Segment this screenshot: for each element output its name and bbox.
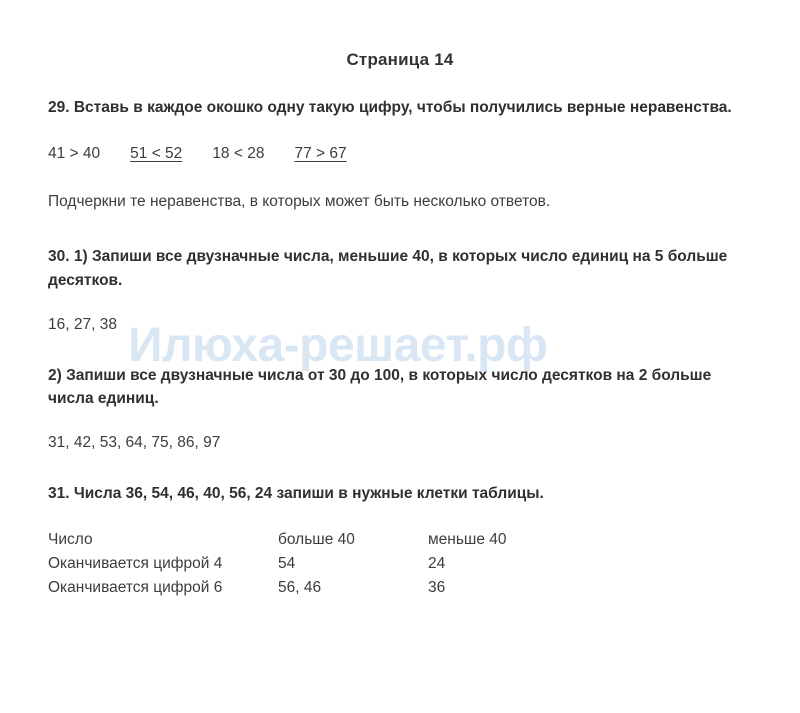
table-header-row (48, 528, 578, 552)
table-cell-more: 54 (278, 554, 296, 572)
task-29-note: Подчеркни те неравенства, в которых может быть несколько ответов. (48, 193, 551, 211)
table-row-label: Оканчивается цифрой 6 (48, 578, 223, 596)
inequality-1: 41 > 40 (48, 145, 101, 163)
task-29-inequalities (48, 145, 752, 163)
inequality-3: 18 < 28 (212, 145, 265, 163)
task-30 (48, 245, 752, 452)
task-31-prompt: 31. Числа 36, 54, 46, 40, 56, 24 запиши в нужные клетки таблицы. (48, 485, 544, 503)
table-row (48, 576, 578, 600)
table-cell-less: 24 (428, 554, 446, 572)
task-29-prompt: 29. Вставь в каждое окошко одну такую цифру, чтобы получились верные неравенства. (48, 99, 732, 116)
task-29 (48, 96, 752, 211)
task-31 (48, 482, 752, 599)
table-cell-less: 36 (428, 578, 446, 596)
task-30-part2-prompt: 2) Запиши все двузначные числа от 30 до 100, в которых число десятков на 2 больше числа единиц. (48, 366, 712, 407)
table-header-label: Число (48, 530, 93, 548)
task-30-part1-prompt: 30. 1) Запиши все двузначные числа, меньшие 40, в которых число единиц на 5 больше десятков. (48, 248, 728, 289)
inequality-4: 77 > 67 (294, 145, 347, 163)
table-header-less: меньше 40 (428, 530, 507, 548)
table-cell-more: 56, 46 (278, 578, 322, 596)
task-30-part1-answer: 16, 27, 38 (48, 315, 117, 333)
table-header-more: больше 40 (278, 530, 355, 548)
table-row (48, 552, 578, 576)
site-watermark: Илюха-решает.рф (128, 319, 548, 372)
task-30-part2-answer: 31, 42, 53, 64, 75, 86, 97 (48, 434, 221, 452)
inequality-2: 51 < 52 (130, 145, 183, 163)
task-31-table (48, 528, 578, 600)
page-title: Страница 14 (346, 50, 454, 69)
table-row-label: Оканчивается цифрой 4 (48, 554, 223, 572)
